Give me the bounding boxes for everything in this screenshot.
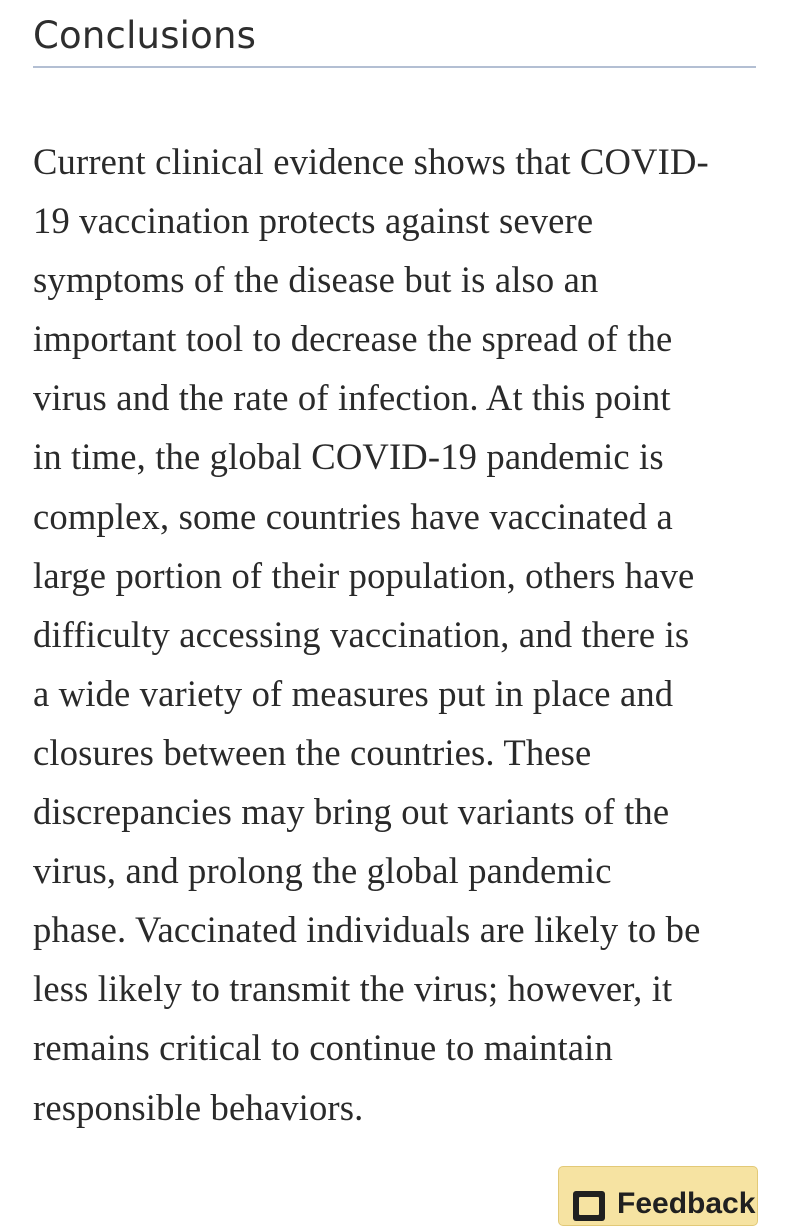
paragraph-line: difficulty accessing vaccination, and there is (33, 613, 690, 655)
paragraph-line: phase. Vaccinated individuals are likely to be (33, 909, 701, 951)
paragraph-line: remains critical to continue to maintain (33, 1027, 613, 1069)
paragraph-line: symptoms of the disease but is also an (33, 259, 599, 301)
paragraph-line: virus, and prolong the global pandemic (33, 850, 612, 892)
paragraph-line: discrepancies may bring out variants of the (33, 791, 670, 833)
feedback-button[interactable] (558, 1166, 758, 1226)
paragraph-line: a wide variety of measures put in place and (33, 672, 674, 714)
heading-divider (33, 66, 756, 68)
conclusions-paragraph (33, 132, 763, 1137)
paragraph-line: large portion of their population, others have (33, 554, 695, 596)
paragraph-line: complex, some countries have vaccinated a (33, 495, 673, 537)
feedback-icon (573, 1191, 605, 1221)
paragraph-line: important tool to decrease the spread of the (33, 318, 673, 360)
paragraph-line: Current clinical evidence shows that COVID- (33, 141, 709, 182)
paragraph-line: responsible behaviors. (33, 1086, 364, 1128)
paragraph-line: less likely to transmit the virus; however, it (33, 968, 673, 1010)
paragraph-line: closures between the countries. These (33, 731, 592, 773)
section-heading: Conclusions (33, 14, 257, 57)
paragraph-line: in time, the global COVID-19 pandemic is (33, 436, 664, 478)
feedback-label: Feedback (617, 1187, 756, 1220)
paragraph-line: virus and the rate of infection. At this point (33, 377, 671, 419)
paragraph-line: 19 vaccination protects against severe (33, 200, 594, 242)
